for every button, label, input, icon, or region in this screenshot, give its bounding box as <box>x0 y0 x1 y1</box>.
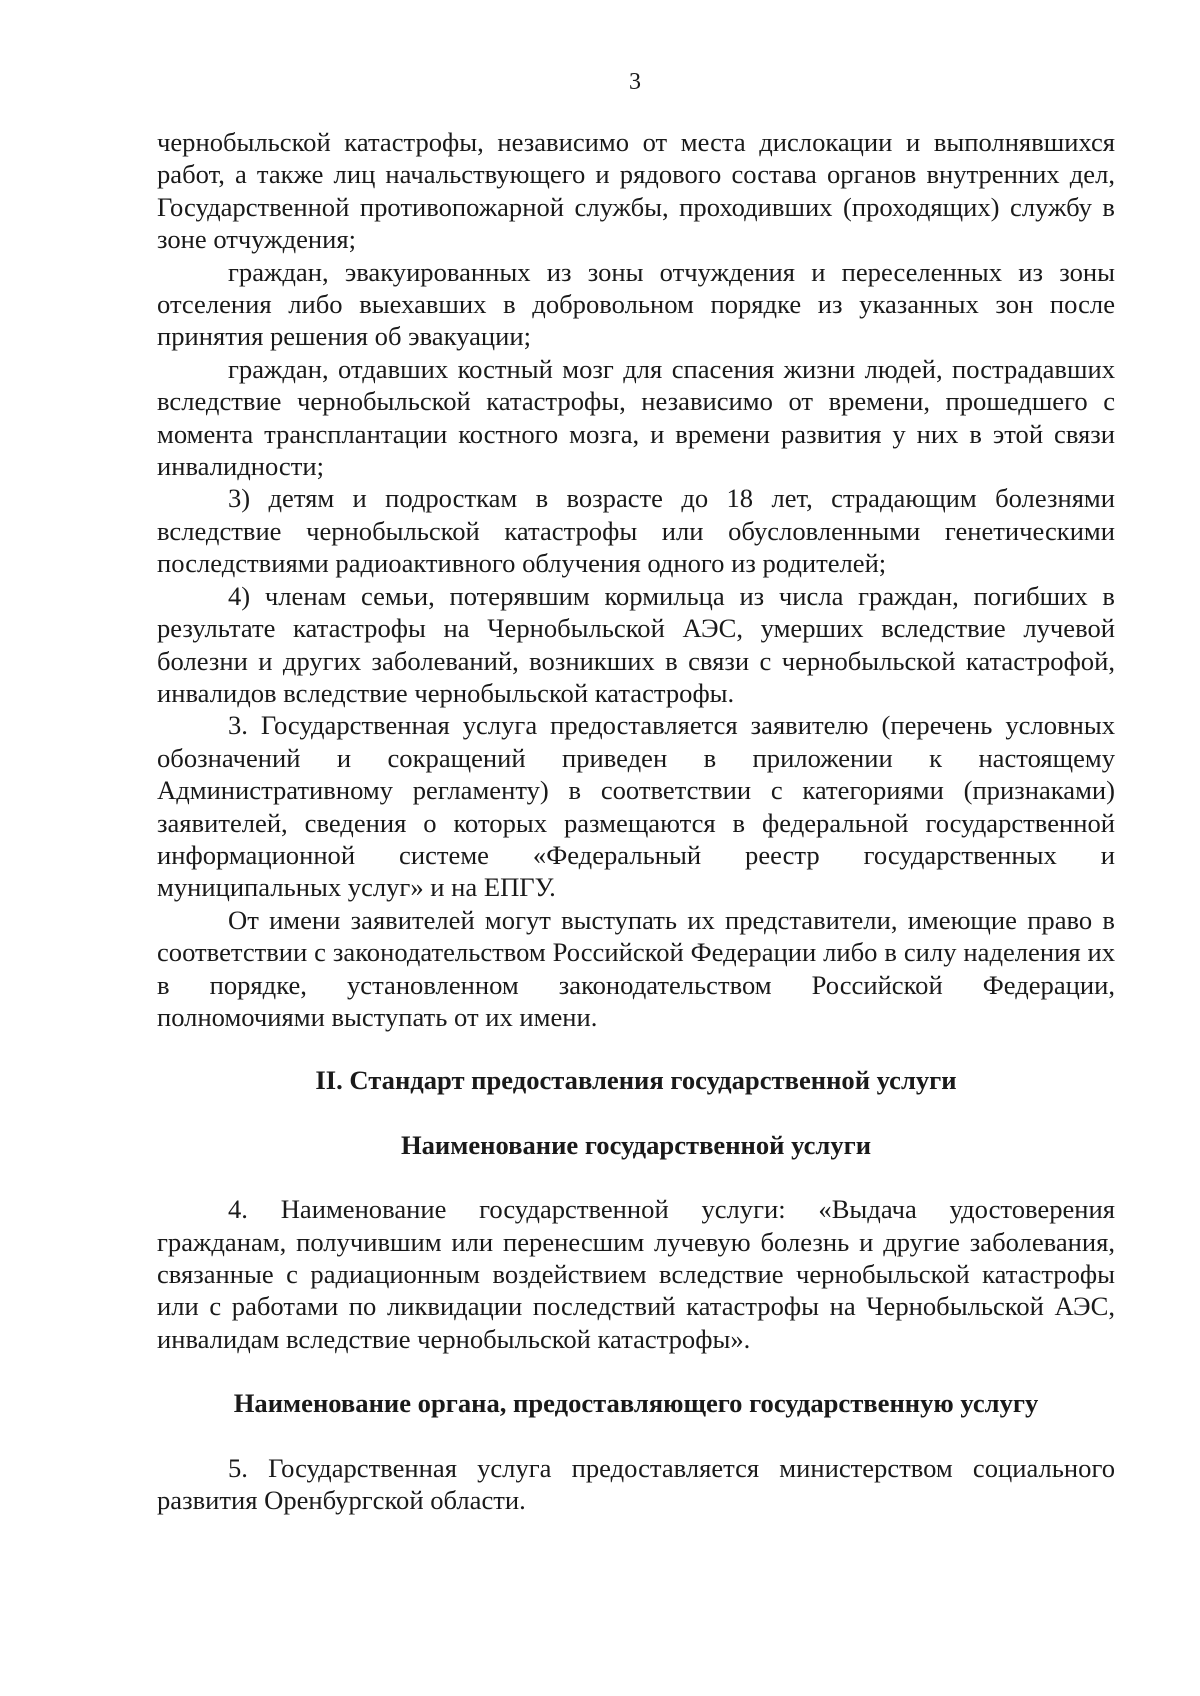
paragraph-evacuated-citizens: граждан, эвакуированных из зоны отчуждения и переселенных из зоны отселения либо выехавших в добровольном порядке из указанных зон после принятия решения об эвакуации; <box>157 256 1115 352</box>
paragraph-bone-marrow-donors: граждан, отдавших костный мозг для спасения жизни людей, пострадавших вследствие чернобыльской катастрофы, независимо от времени, прошедшего с момента трансплантации костного мозга, и времени развития у них в этой связи инвалидности; <box>157 353 1115 482</box>
paragraph-family-members: 4) членам семьи, потерявшим кормильца из числа граждан, погибших в результате катастрофы на Чернобыльской АЭС, умерших вследствие лучевой болезни и других заболеваний, возникших в связи с чернобыльской катастрофой, инвалидов вследствие чернобыльской катастрофы. <box>157 580 1115 708</box>
paragraph-3: 3. Государственная услуга предоставляется заявителю (перечень условных обозначений и сокращений приведен в приложении к настоящему Административному регламенту) в соответствии с категориями (признаками) заявителей, сведения о которых размещаются в федеральной государственной информационной системе «Федеральный реестр государственных и муниципальных услуг» и на ЕПГУ. <box>157 710 1115 903</box>
document-body <box>157 126 1115 1516</box>
page-number: 3 <box>629 69 641 95</box>
paragraph-5: 5. Государственная услуга предоставляется министерством социального развития Оренбургской области. <box>157 1452 1115 1516</box>
paragraph-children: 3) детям и подросткам в возрасте до 18 лет, страдающим болезнями вследствие чернобыльской катастрофы или обусловленными генетическими последствиями радиоактивного облучения одного из родителей; <box>157 483 1115 579</box>
subheading-authority: Наименование органа, предоставляющего государственную услугу <box>233 1388 1039 1419</box>
paragraph-representatives: От имени заявителей могут выступать их представители, имеющие право в соответствии с законодательством Российской Федерации либо в силу наделения их в порядке, установленном законодательством Российской Федерации, полномочиями выступать от их имени. <box>157 904 1115 1032</box>
paragraph-continuation: чернобыльской катастрофы, независимо от места дислокации и выполнявшихся работ, а также лиц начальствующего и рядового состава органов внутренних дел, Государственной противопожарной службы, проходивших (проходящих) службу в зоне отчуждения; <box>157 127 1115 255</box>
subheading-service-name: Наименование государственной услуги <box>400 1129 872 1160</box>
paragraph-4: 4. Наименование государственной услуги: «Выдача удостоверения гражданам, получившим или перенесшим лучевую болезнь и другие заболевания, связанные с радиационным воздействием вследствие чернобыльской катастрофы или с работами по ликвидации последствий катастрофы на Чернобыльской АЭС, инвалидам вследствие чернобыльской катастрофы». <box>157 1194 1115 1354</box>
section-heading: II. Стандарт предоставления государственной услуги <box>315 1065 957 1096</box>
